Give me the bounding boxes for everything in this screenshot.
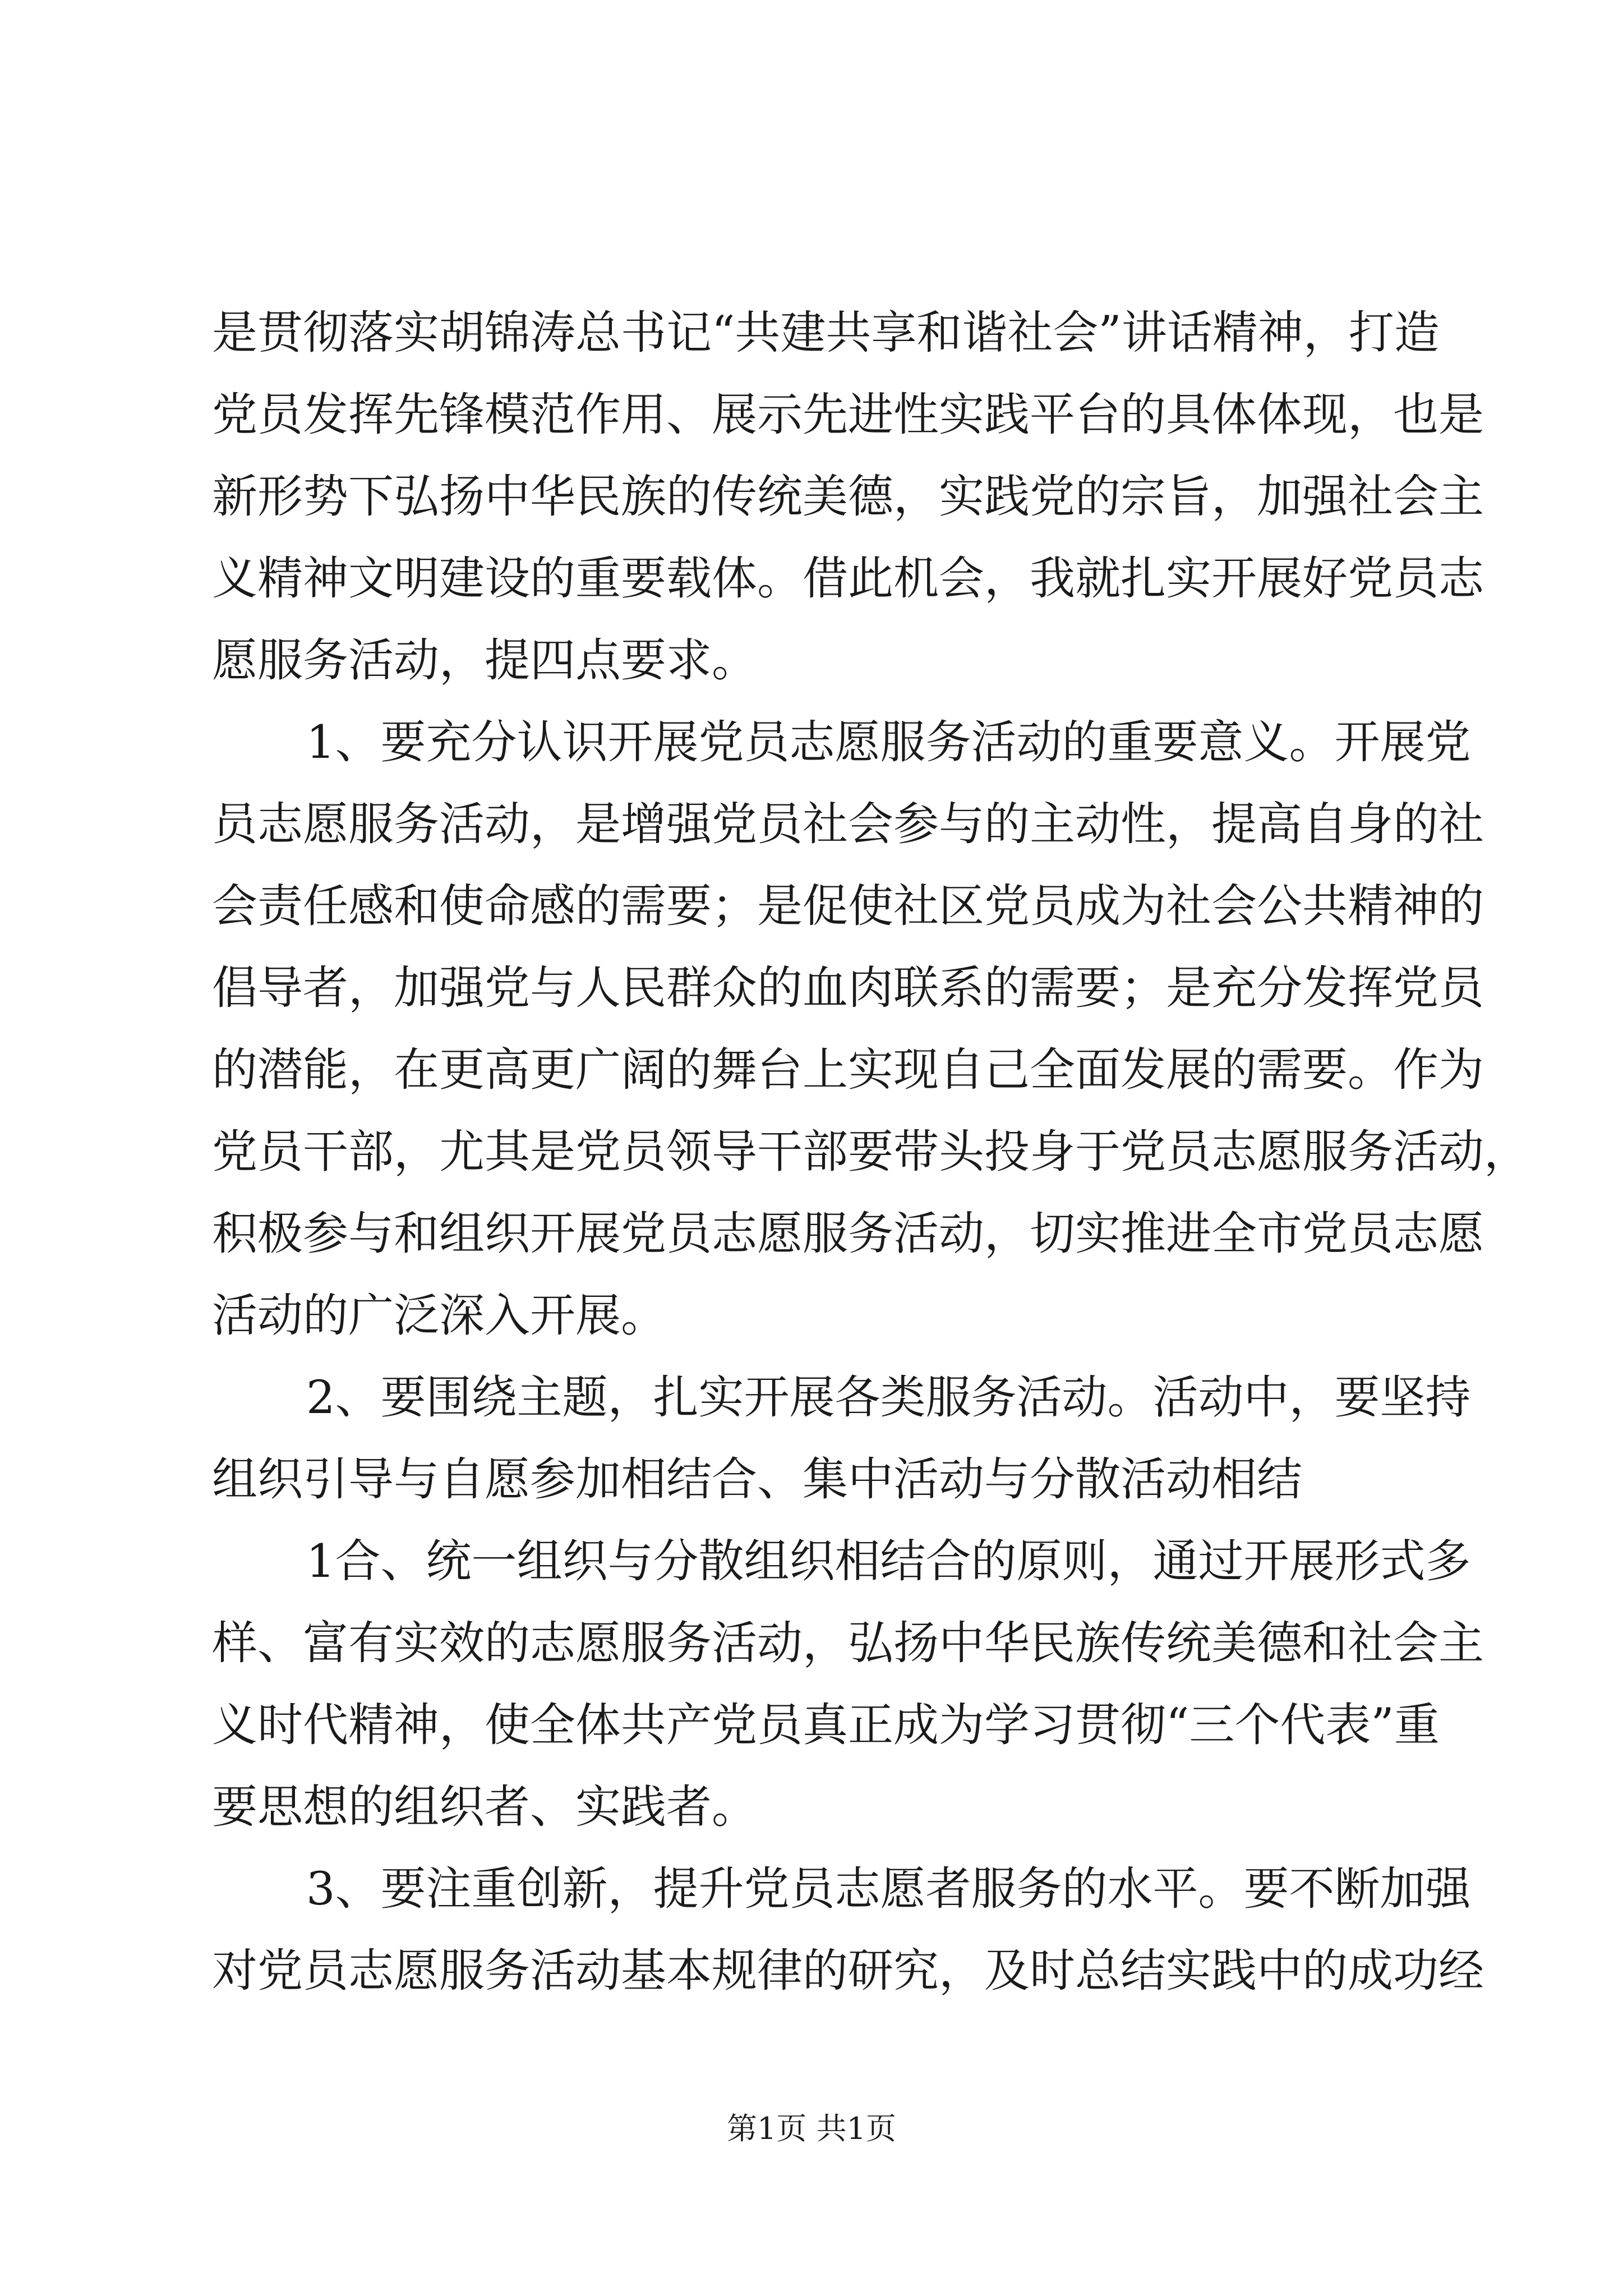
paragraph-4-first-line: 3、要注重创新，提升党员志愿者服务的水平。要不断加强 [306, 1863, 1471, 1916]
text-line: 的潜能，在更高更广阔的舞台上实现自己全面发展的需要。作为 [212, 1044, 1484, 1097]
text-line: 义精神文明建设的重要载体。借此机会，我就扎实开展好党员志 [212, 553, 1484, 605]
paragraph-1-first-line: 1、要充分认识开展党员志愿服务活动的重要意义。开展党 [306, 716, 1471, 769]
text-line: 愿服务活动，提四点要求。 [212, 634, 758, 687]
text-line: 新形势下弘扬中华民族的传统美德，实践党的宗旨，加强社会主 [212, 471, 1484, 523]
text-line: 党员发挥先锋模范作用、展示先进性实践平台的具体体现，也是 [212, 389, 1484, 441]
text-line: 义时代精神，使全体共产党员真正成为学习贯彻“三个代表”重 [212, 1699, 1440, 1752]
text-line: 员志愿服务活动，是增强党员社会参与的主动性，提高自身的社 [212, 798, 1484, 851]
paragraph-3-first-line: 1合、统一组织与分散组织相结合的原则，通过开展形式多 [306, 1535, 1471, 1588]
text-line: 对党员志愿服务活动基本规律的研究，及时总结实践中的成功经 [212, 1945, 1484, 1998]
text-line: 活动的广泛深入开展。 [212, 1290, 667, 1342]
text-line: 组织引导与自愿参加相结合、集中活动与分散活动相结 [212, 1453, 1303, 1506]
text-line: 样、富有实效的志愿服务活动，弘扬中华民族传统美德和社会主 [212, 1617, 1484, 1670]
text-line: 会责任感和使命感的需要；是促使社区党员成为社会公共精神的 [212, 880, 1484, 933]
paragraph-2-first-line: 2、要围绕主题，扎实开展各类服务活动。活动中，要坚持 [306, 1372, 1471, 1424]
page-footer: 第1页 共1页 [727, 2111, 896, 2146]
text-line: 要思想的组织者、实践者。 [212, 1781, 758, 1834]
text-line: 倡导者，加强党与人民群众的血肉联系的需要；是充分发挥党员 [212, 962, 1484, 1015]
text-line: 是贯彻落实胡锦涛总书记“共建共享和谐社会”讲话精神，打造 [212, 307, 1440, 360]
text-line: 党员干部，尤其是党员领导干部要带头投身于党员志愿服务活动， [212, 1126, 1530, 1179]
text-line: 积极参与和组织开展党员志愿服务活动，切实推进全市党员志愿 [212, 1208, 1484, 1260]
